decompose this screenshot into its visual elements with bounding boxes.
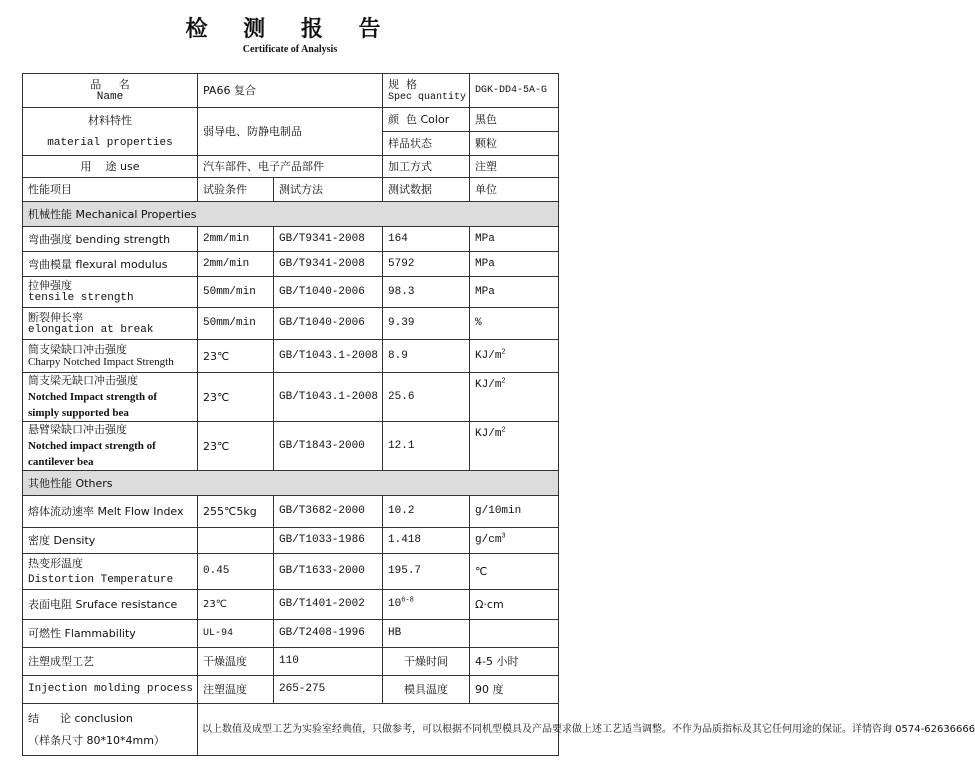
row-value: 9.39 <box>383 308 470 340</box>
name-label <box>23 74 198 108</box>
table-row <box>23 373 559 422</box>
mold-temp-value: 90 度 <box>470 676 559 704</box>
color-value: 黑色 <box>470 108 559 132</box>
table-row <box>23 422 559 471</box>
conclusion-row <box>23 704 559 756</box>
row-item-en: elongation at break <box>28 323 154 336</box>
row-condition: 0.45 <box>198 554 274 590</box>
table-row <box>23 340 559 373</box>
table-row <box>23 528 559 554</box>
material-label-en: material properties <box>47 136 173 149</box>
row-condition: 2mm/min <box>198 227 274 252</box>
row-item <box>23 308 198 340</box>
row-unit <box>470 373 559 422</box>
others-section-row <box>23 471 559 496</box>
row-item-cn: 悬臂梁缺口冲击强度 <box>28 423 127 436</box>
row-value: HB <box>383 620 470 648</box>
spec-label-cn: 规 格 <box>388 77 418 91</box>
row-unit: MPa <box>470 277 559 308</box>
row-item-en: tensile strength <box>28 292 134 304</box>
row-unit: MPa <box>470 227 559 252</box>
row-item <box>23 554 198 590</box>
row-unit <box>470 528 559 554</box>
conclusion-text: 以上数值及成型工艺为实验室经典值，只做参考，可以根据不同机型模具及产品要求做上述工艺适当调整。不作为品质指标及其它任何用途的保证。详情咨询 0574-62636666 <box>198 704 559 756</box>
row-condition: 23℃ <box>198 422 274 471</box>
process-value: 注塑 <box>470 156 559 178</box>
row-value: 25.6 <box>383 373 470 422</box>
row-item <box>23 340 198 373</box>
table-row <box>23 227 559 252</box>
unit-superscript: 2 <box>501 347 506 356</box>
name-row <box>23 74 559 108</box>
row-value <box>383 590 470 620</box>
unit-base: KJ/m <box>475 428 502 440</box>
state-value: 颗粒 <box>470 132 559 156</box>
sample-size: （样条尺寸 80*10*4mm） <box>28 733 165 747</box>
row-item: 表面电阻 Sruface resistance <box>23 590 198 620</box>
use-value: 汽车部件、电子产品部件 <box>198 156 383 178</box>
row-item <box>23 277 198 308</box>
table-row <box>23 620 559 648</box>
use-row <box>23 156 559 178</box>
row-unit: Ω·cm <box>470 590 559 620</box>
row-value: 98.3 <box>383 277 470 308</box>
spec-label-en: Spec quantity <box>388 91 467 103</box>
col-unit: 单位 <box>470 178 559 202</box>
conclusion-label-text: 结 论 conclusion <box>28 711 133 725</box>
table-row <box>23 277 559 308</box>
col-data: 测试数据 <box>383 178 470 202</box>
row-item-cn: 热变形温度 <box>28 556 83 570</box>
row-method: GB/T2408-1996 <box>274 620 383 648</box>
row-value: 195.7 <box>383 554 470 590</box>
others-section-title: 其他性能 Others <box>23 471 559 496</box>
column-header-row <box>23 178 559 202</box>
row-method: GB/T3682-2000 <box>274 496 383 528</box>
row-item-en-2: simply supported bea <box>28 407 129 419</box>
row-value: 12.1 <box>383 422 470 471</box>
row-method: GB/T1043.1-2008 <box>274 340 383 373</box>
mold-temp-label: 模具温度 <box>383 676 470 704</box>
row-unit <box>470 620 559 648</box>
row-unit: % <box>470 308 559 340</box>
unit-base: KJ/m <box>475 349 502 362</box>
analysis-table <box>22 73 975 756</box>
col-item: 性能项目 <box>23 178 198 202</box>
row-item-en-1: Notched impact strength of <box>28 440 156 452</box>
table-row <box>23 252 559 277</box>
row-item-en: Distortion Temperature <box>28 573 174 586</box>
inj-temp-value: 265-275 <box>274 676 383 704</box>
table-row <box>23 590 559 620</box>
table-row <box>23 308 559 340</box>
molding-label-cn: 注塑成型工艺 <box>23 648 198 676</box>
state-label: 样品状态 <box>383 132 470 156</box>
table-row <box>23 496 559 528</box>
row-method: GB/T1033-1986 <box>274 528 383 554</box>
row-condition: 255℃5kg <box>198 496 274 528</box>
name-label-en: Name <box>96 90 124 103</box>
color-label: 颜 色 Color <box>383 108 470 132</box>
mechanical-section-title: 机械性能 Mechanical Properties <box>23 202 559 227</box>
row-item-en-1: Notched Impact strength of <box>28 391 158 403</box>
row-condition: UL-94 <box>198 620 274 648</box>
col-method: 测试方法 <box>274 178 383 202</box>
unit-superscript: 3 <box>501 532 506 541</box>
unit-superscript: 2 <box>501 426 506 435</box>
molding-label-en: Injection molding process <box>23 676 198 704</box>
row-method: GB/T1633-2000 <box>274 554 383 590</box>
spec-value: DGK-DD4-5A-G <box>470 74 559 108</box>
row-condition <box>198 528 274 554</box>
report-subtitle: Certificate of Analysis <box>242 44 338 55</box>
row-item <box>23 373 198 422</box>
row-item: 密度 Density <box>23 528 198 554</box>
material-value: 弱导电、防静电制品 <box>198 108 383 156</box>
dry-time-value: 4-5 小时 <box>470 648 559 676</box>
row-condition: 50mm/min <box>198 308 274 340</box>
row-value: 164 <box>383 227 470 252</box>
report-title: 检 测 报 告 <box>185 16 395 42</box>
mechanical-section-row <box>23 202 559 227</box>
col-condition: 试验条件 <box>198 178 274 202</box>
row-method: GB/T1843-2000 <box>274 422 383 471</box>
row-method: GB/T1040-2006 <box>274 308 383 340</box>
row-unit <box>470 340 559 373</box>
conclusion-label <box>23 704 198 756</box>
use-label: 用 途 use <box>23 156 198 178</box>
row-value: 1.418 <box>383 528 470 554</box>
row-value: 10.2 <box>383 496 470 528</box>
inj-temp-label: 注塑温度 <box>198 676 274 704</box>
row-unit: MPa <box>470 252 559 277</box>
name-value: PA66 复合 <box>198 74 383 108</box>
row-value: 5792 <box>383 252 470 277</box>
value-superscript: 6-8 <box>401 596 414 605</box>
row-item-cn: 断裂伸长率 <box>28 310 83 324</box>
row-item-cn: 拉伸强度 <box>28 279 72 292</box>
row-method: GB/T9341-2008 <box>274 252 383 277</box>
row-condition: 2mm/min <box>198 252 274 277</box>
row-condition: 23℃ <box>198 590 274 620</box>
value-base: 10 <box>388 598 402 610</box>
dry-temp-value: 110 <box>274 648 383 676</box>
table-row <box>23 554 559 590</box>
process-label: 加工方式 <box>383 156 470 178</box>
row-item-cn: 简支梁缺口冲击强度 <box>28 343 127 356</box>
row-condition: 23℃ <box>198 373 274 422</box>
unit-superscript: 2 <box>501 377 506 386</box>
row-condition: 50mm/min <box>198 277 274 308</box>
row-item <box>23 422 198 471</box>
material-row-1 <box>23 108 559 132</box>
spec-label <box>383 74 470 108</box>
row-item-cn: 简支梁无缺口冲击强度 <box>28 374 138 387</box>
row-item: 弯曲模量 flexural modulus <box>23 252 198 277</box>
material-label <box>23 108 198 156</box>
molding-row-2 <box>23 676 559 704</box>
row-value: 8.9 <box>383 340 470 373</box>
material-label-cn: 材料特性 <box>88 113 132 127</box>
row-unit: g/10min <box>470 496 559 528</box>
dry-time-label: 干燥时间 <box>383 648 470 676</box>
row-unit <box>470 422 559 471</box>
row-method: GB/T1043.1-2008 <box>274 373 383 422</box>
row-method: GB/T1401-2002 <box>274 590 383 620</box>
row-item: 熔体流动速率 Melt Flow Index <box>23 496 198 528</box>
unit-base: g/cm <box>475 534 502 546</box>
row-item: 可燃性 Flammability <box>23 620 198 648</box>
molding-row-1 <box>23 648 559 676</box>
row-item: 弯曲强度 bending strength <box>23 227 198 252</box>
row-condition: 23℃ <box>198 340 274 373</box>
unit-base: KJ/m <box>475 379 502 391</box>
row-item-en-2: cantilever bea <box>28 456 94 468</box>
name-label-cn: 品 名 <box>90 77 130 91</box>
dry-temp-label: 干燥温度 <box>198 648 274 676</box>
row-method: GB/T9341-2008 <box>274 227 383 252</box>
row-method: GB/T1040-2006 <box>274 277 383 308</box>
row-unit: ℃ <box>470 554 559 590</box>
row-item-en: Charpy Notched Impact Strength <box>28 356 174 368</box>
